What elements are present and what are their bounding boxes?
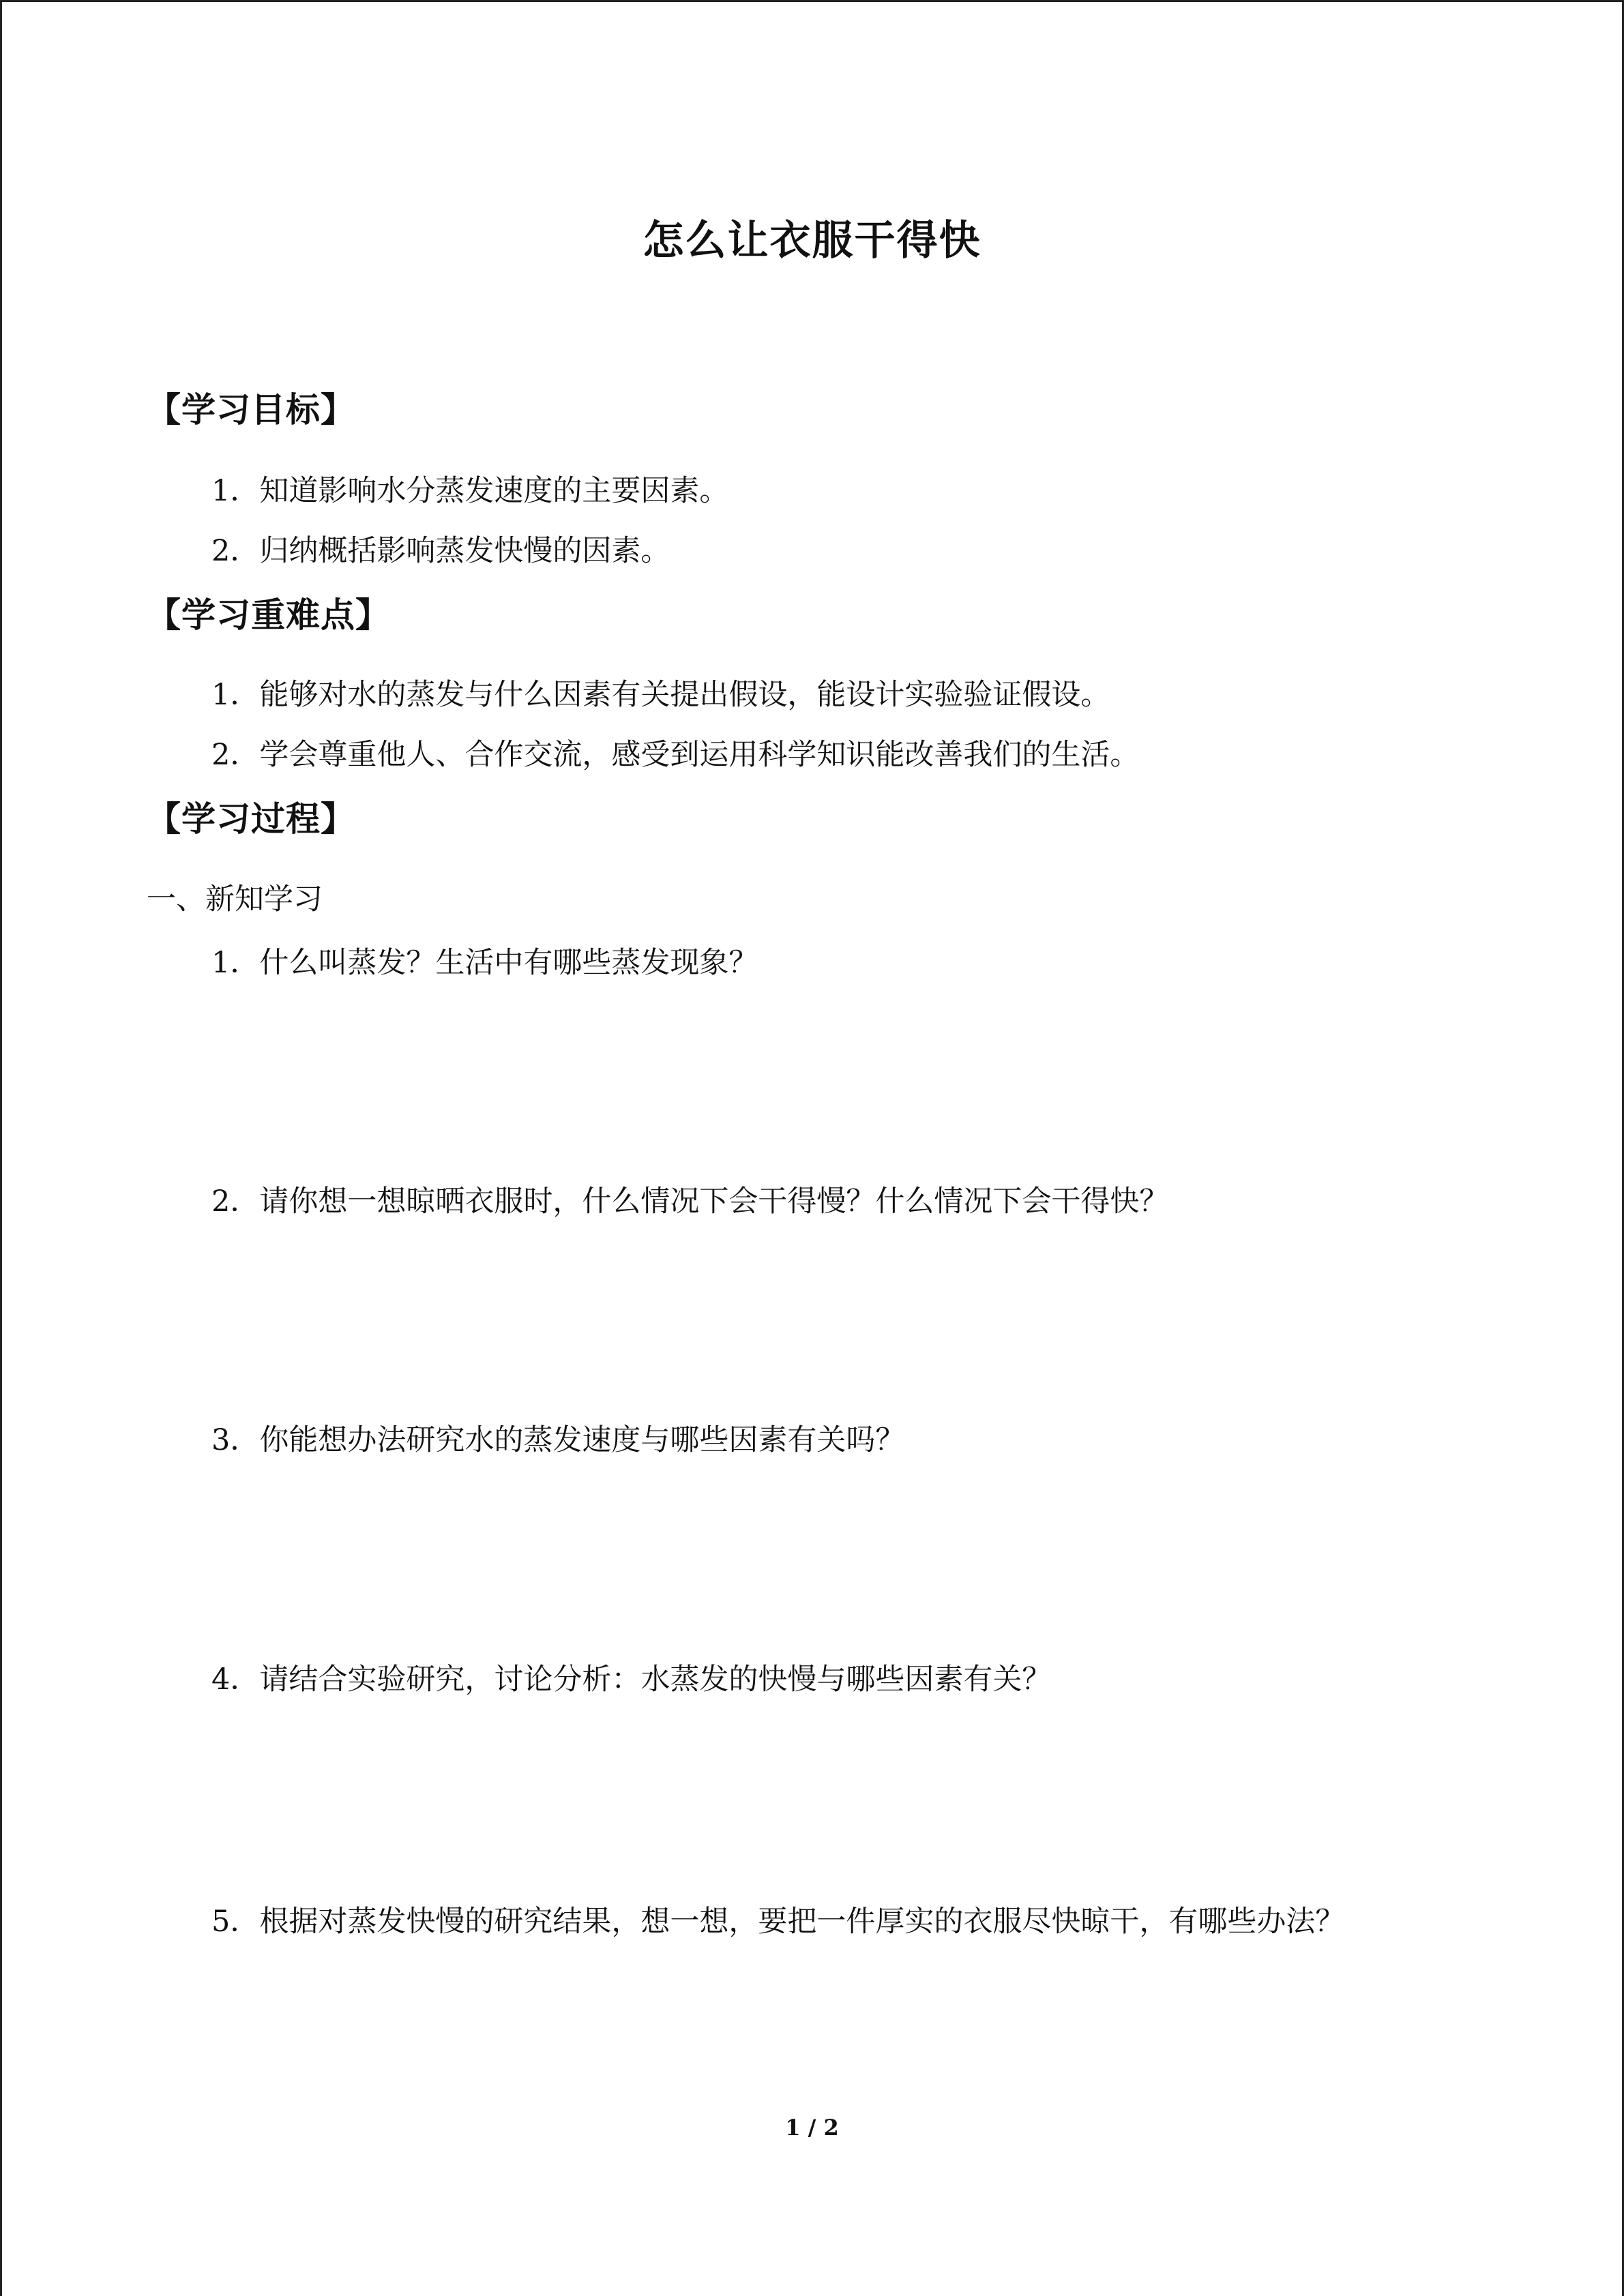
heading-key-points: 【学习重难点】 (147, 595, 390, 635)
page-number: 1 / 2 (785, 2115, 839, 2141)
objective-item: 2．归纳概括影响蒸发快慢的因素。 (211, 534, 670, 568)
page-border-top (0, 0, 1624, 2)
heading-objectives: 【学习目标】 (147, 390, 355, 430)
objective-item: 1．知道影响水分蒸发速度的主要因素。 (211, 474, 729, 508)
question-item: 5．根据对蒸发快慢的研究结果，想一想，要把一件厚实的衣服尽快晾干，有哪些办法？ (211, 1905, 1345, 1939)
question-item: 2．请你想一想晾晒衣服时，什么情况下会干得慢？什么情况下会干得快？ (211, 1184, 1169, 1219)
question-item: 3．你能想办法研究水的蒸发速度与哪些因素有关吗？ (211, 1423, 905, 1457)
subsection-title: 一、新知学习 (147, 882, 323, 916)
key-point-item: 2．学会尊重他人、合作交流，感受到运用科学知识能改善我们的生活。 (211, 738, 1140, 772)
page-border-left (0, 0, 2, 2296)
question-item: 1．什么叫蒸发？生活中有哪些蒸发现象？ (211, 946, 758, 980)
document-title: 怎么让衣服干得快 (643, 217, 981, 265)
question-item: 4．请结合实验研究，讨论分析：水蒸发的快慢与哪些因素有关？ (211, 1663, 1052, 1697)
heading-process: 【学习过程】 (147, 799, 355, 839)
key-point-item: 1．能够对水的蒸发与什么因素有关提出假设，能设计实验验证假设。 (211, 678, 1110, 712)
